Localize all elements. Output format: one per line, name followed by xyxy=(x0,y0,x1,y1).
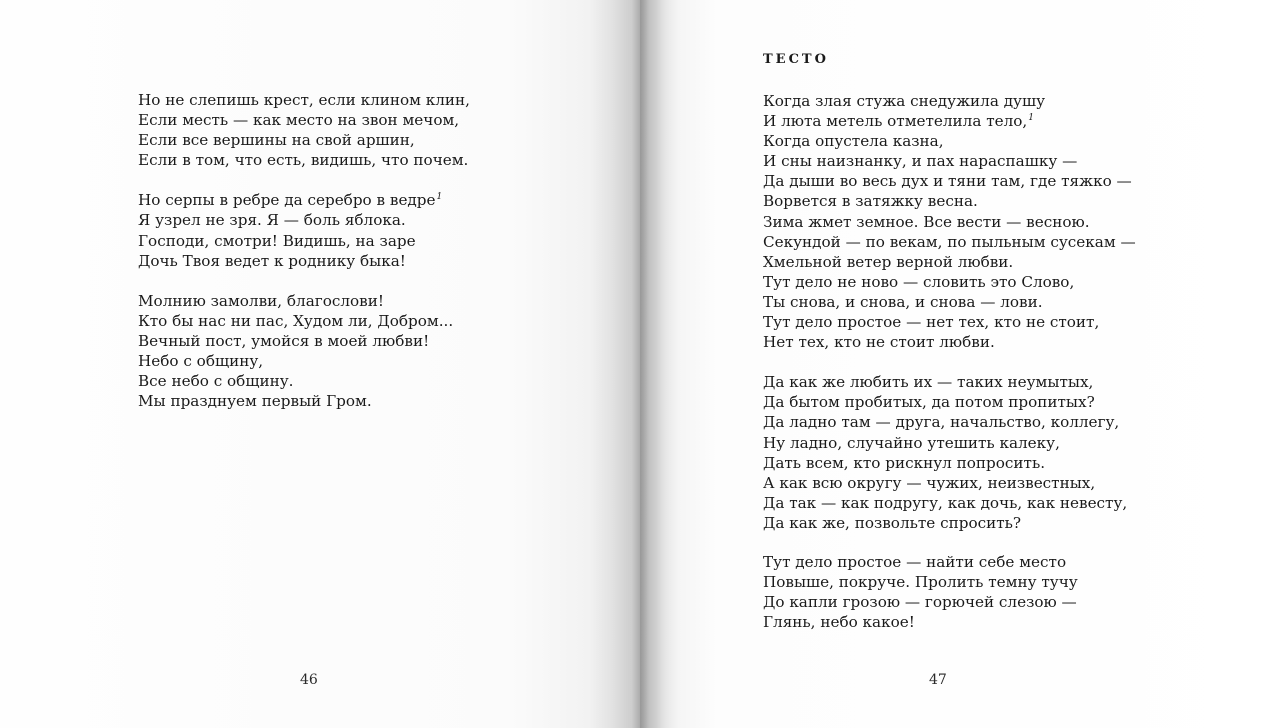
stanza xyxy=(138,291,470,412)
verse-line: Хмельной ветер верной любви. xyxy=(763,252,1014,271)
verse-line: Если месть — как место на звон мечом, xyxy=(138,111,460,130)
verse-line: Вечный пост, умойся в моей любви! xyxy=(138,331,430,350)
stanza xyxy=(763,91,1136,352)
verse-line: Я узрел не зря. Я — боль яблока. xyxy=(138,211,406,230)
verse-line: Да бытом пробитых, да потом пропитых? xyxy=(763,393,1095,412)
verse-line: Да как же, позвольте спросить? xyxy=(763,513,1022,532)
verse-line: Ну ладно, случайно утешить калеку, xyxy=(763,433,1060,452)
stanza xyxy=(763,372,1136,533)
page-number-left: 46 xyxy=(300,672,318,688)
verse-line: Нет тех, кто не стоит любви. xyxy=(763,333,995,352)
verse-line: Но не слепишь крест, если клином клин, xyxy=(138,91,470,109)
verse-line: Ворвется в затяжку весна. xyxy=(763,192,978,211)
verse-line: Повыше, покруче. Пролить темну тучу xyxy=(763,573,1078,592)
verse-line: Если все вершины на свой аршин, xyxy=(138,131,415,150)
verse-line-with-footnote xyxy=(763,111,1136,131)
stanza xyxy=(138,190,470,270)
verse-line: Дать всем, кто рискнул попросить. xyxy=(763,453,1046,472)
footnote-mark: 1 xyxy=(436,192,443,203)
verse-line: Зима жмет земное. Все вести — весною. xyxy=(763,212,1090,231)
verse-line: Мы празднуем первый Гром. xyxy=(138,392,372,411)
verse-line-text: Но серпы в ребре да серебро в ведре xyxy=(138,191,436,210)
verse-line: Господи, смотри! Видишь, на заре xyxy=(138,231,416,250)
left-poem xyxy=(138,90,470,431)
verse-line: Ты снова, и снова, и снова — лови. xyxy=(763,292,1043,311)
verse-line: Да так — как подругу, как дочь, как невесту, xyxy=(763,493,1128,512)
verse-line: Все небо с общину. xyxy=(138,372,294,391)
verse-line: Да ладно там — друга, начальство, коллегу, xyxy=(763,413,1120,432)
verse-line: Тут дело простое — нет тех, кто не стоит, xyxy=(763,313,1100,332)
verse-line: И сны наизнанку, и пах нараспашку — xyxy=(763,152,1078,171)
footnote-mark: 1 xyxy=(1028,113,1034,124)
verse-line: Кто бы нас ни пас, Худом ли, Добром... xyxy=(138,311,454,330)
verse-line-text: И люта метель отметелила тело, xyxy=(763,112,1028,131)
verse-line: Когда опустела казна, xyxy=(763,132,944,151)
verse-line: Секундой — по векам, по пыльным сусекам — xyxy=(763,232,1136,251)
poem-title: ТЕСТО xyxy=(763,52,829,67)
verse-line: Да дыши во весь дух и тяни там, где тяжко — xyxy=(763,172,1132,191)
verse-line: А как всю округу — чужих, неизвестных, xyxy=(763,473,1096,492)
right-poem xyxy=(763,91,1136,553)
stanza xyxy=(138,90,470,170)
verse-line: Молнию замолви, благослови! xyxy=(138,291,384,310)
verse-line: Дочь Твоя ведет к роднику быка! xyxy=(138,251,406,270)
verse-line: Небо с общину, xyxy=(138,352,264,371)
verse-line: Да как же любить их — таких неумытых, xyxy=(763,373,1094,392)
verse-line: Если в том, что есть, видишь, что почем. xyxy=(138,151,469,170)
verse-line-with-footnote xyxy=(138,190,470,210)
verse-line: Тут дело не ново — словить это Слово, xyxy=(763,272,1075,291)
verse-line: До капли грозою — горючей слезою — xyxy=(763,593,1077,612)
page-number-right: 47 xyxy=(929,672,947,688)
verse-line: Тут дело простое — найти себе место xyxy=(763,553,1067,571)
verse-line: Когда злая стужа снедужила душу xyxy=(763,92,1046,110)
right-poem-final-stanza xyxy=(763,552,1078,632)
verse-line: Глянь, небо какое! xyxy=(763,613,915,632)
